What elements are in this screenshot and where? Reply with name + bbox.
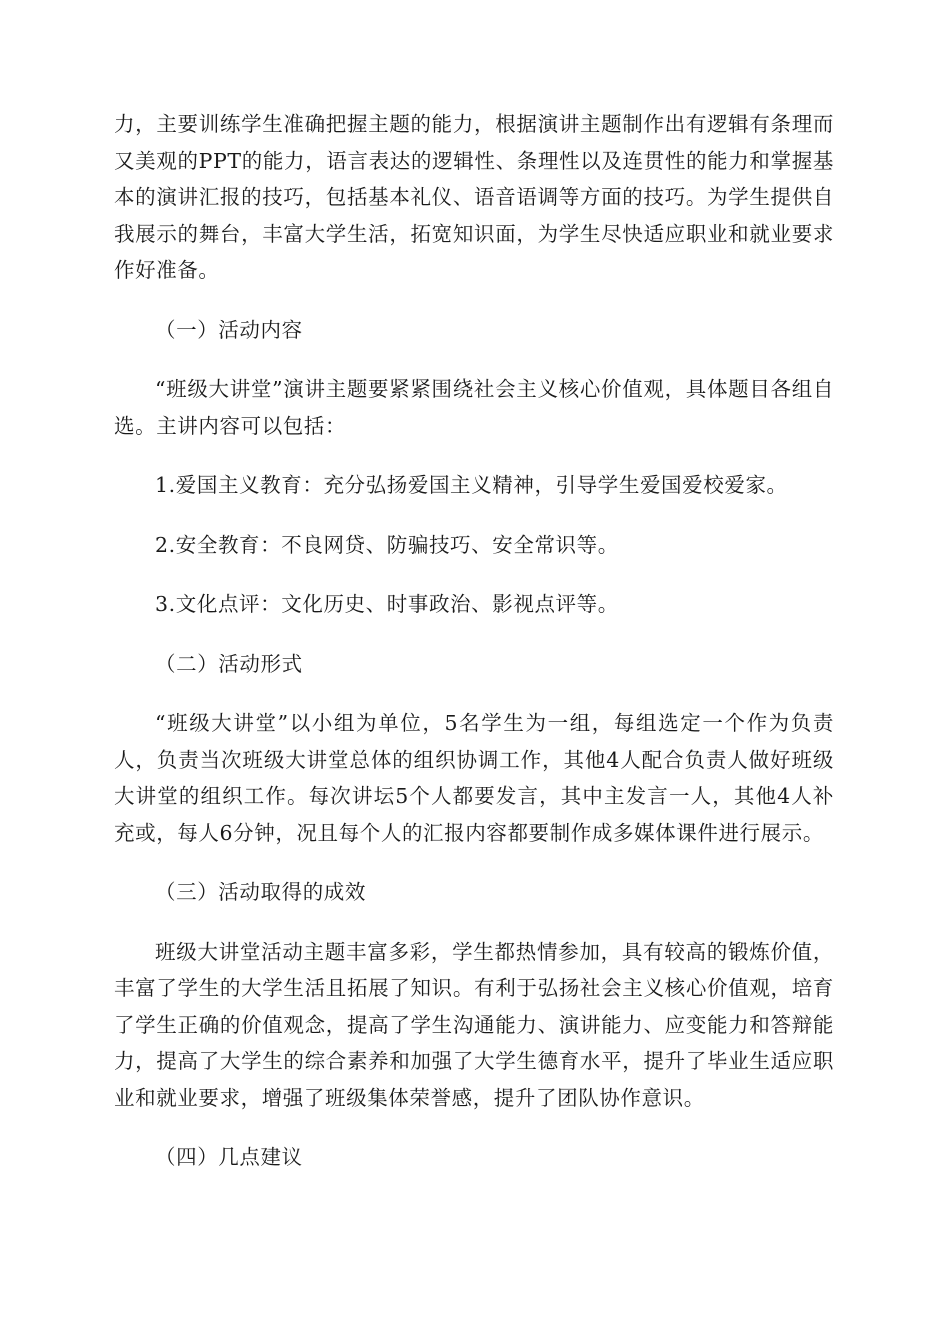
document-page — [114, 106, 834, 1199]
paragraph-intro-continued: 力，主要训练学生准确把握主题的能力，根据演讲主题制作出有逻辑有条理而又美观的PPT的能力，语言表达的逻辑性、条理性以及连贯性的能力和掌握基本的演讲汇报的技巧，包括基本礼仪、语音语调等方面的技巧。为学生提供自我展示的舞台，丰富大学生活，拓宽知识面，为学生尽快适应职业和就业要求作好准备。 — [114, 112, 834, 282]
section-heading-results: （三）活动取得的成效 — [155, 880, 366, 904]
section-heading-activity-content: （一）活动内容 — [155, 317, 303, 342]
list-item-culture: 3.文化点评：文化历史、时事政治、影视点评等。 — [155, 592, 619, 616]
paragraph-results: 班级大讲堂活动主题丰富多彩，学生都热情参加，具有较高的锻炼价值，丰富了学生的大学生活且拓展了知识。有利于弘扬社会主义核心价值观，培育了学生正确的价值观念，提高了学生沟通能力、演讲能力、应变能力和答辩能力，提高了大学生的综合素养和加强了大学生德育水平，提升了毕业生适应职业和就业要求，增强了班级集体荣誉感，提升了团队协作意识。 — [114, 939, 834, 1110]
paragraph-activity-form: “班级大讲堂”以小组为单位，5名学生为一组，每组选定一个作为负责人，负责当次班级大讲堂总体的组织协调工作，其他4人配合负责人做好班级大讲堂的组织工作。每次讲坛5个人都要发言，其中主发言一人，其他4人补充或，每人6分钟，况且每个人的汇报内容都要制作成多媒体课件进行展示。 — [114, 711, 834, 845]
section-heading-activity-form: （二）活动形式 — [155, 651, 303, 676]
paragraph-activity-content: “班级大讲堂”演讲主题要紧紧围绕社会主义核心价值观，具体题目各组自选。主讲内容可以包括： — [114, 377, 834, 438]
section-heading-suggestions: （四）几点建议 — [155, 1145, 303, 1169]
list-item-safety: 2.安全教育：不良网贷、防骗技巧、安全常识等。 — [155, 532, 619, 557]
list-item-patriotism: 1.爱国主义教育：充分弘扬爱国主义精神，引导学生爱国爱校爱家。 — [155, 473, 788, 497]
